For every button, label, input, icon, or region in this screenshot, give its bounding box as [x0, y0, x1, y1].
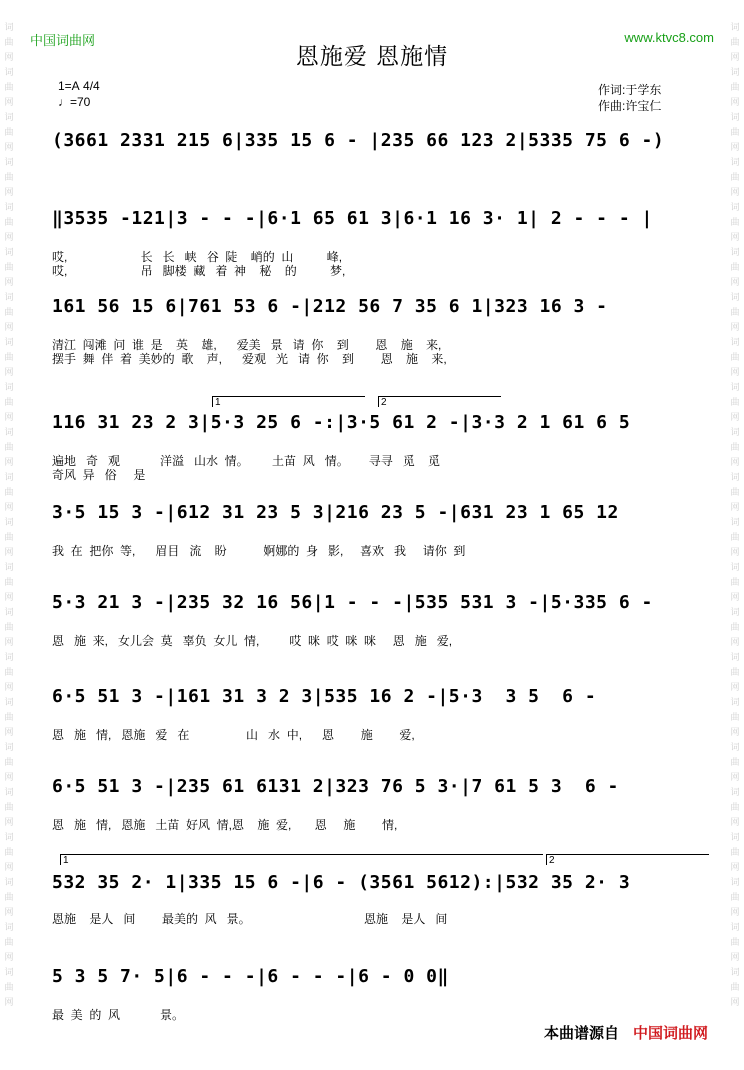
footer-brand[interactable]: 中国词曲网: [632, 1025, 708, 1042]
lyric-line-1: 遍地 奇 观 洋溢 山水 情。 土苗 风 情。 寻寻 觅 觅: [52, 454, 441, 468]
notation-line: 5 3 5 7· 5|6 - - -|6 - - -|6 - 0 0‖: [52, 966, 449, 987]
volta-2: 2: [378, 396, 501, 407]
lyric-line-1: 最 美 的 风 景。: [52, 1008, 185, 1022]
volta-1: 1: [60, 854, 543, 865]
notation-line: 3·5 15 3 -|612 31 23 5 3|216 23 5 -|631 23 1 65 12: [52, 502, 619, 523]
time-signature: 4/4: [83, 79, 100, 93]
notation-line: 532 35 2· 1|335 15 6 -|6 - (3561 5612):|532 35 2· 3: [52, 872, 631, 893]
footer-label: 本曲谱源自: [543, 1025, 619, 1042]
lyric-line-2: 奇风 异 俗 是: [52, 468, 146, 482]
notation-line: (3661 2331 215 6|335 15 6 - |235 66 123 2|5335 75 6 -): [52, 130, 665, 151]
lyric-line-1: 哎, 长 长 峡 谷 陡 峭的 山 峰,: [52, 250, 343, 264]
source-footer: [544, 1022, 708, 1043]
lyric-line-2: 哎, 吊 脚楼 藏 着 神 秘 的 梦,: [52, 264, 346, 278]
lyric-line-1: 恩 施 情, 恩施 土苗 好风 情,恩 施 爱, 恩 施 情,: [52, 818, 398, 832]
song-meta: [58, 78, 100, 110]
side-watermark-left: 词曲网词曲网词曲网词曲网词曲网词曲网词曲网词曲网词曲网词曲网词曲网词曲网词曲网词曲网词曲网词曲网词曲网词曲网词曲网词曲网词曲网词曲网: [4, 22, 14, 1007]
notation-line: 161 56 15 6|761 53 6 -|212 56 7 35 6 1|323 16 3 -: [52, 296, 608, 317]
key-signature: 1=A: [58, 79, 80, 93]
lyric-line-2: 摆手 舞 伴 着 美妙的 歌 声, 爱观 光 请 你 到 恩 施 来,: [52, 352, 447, 366]
side-watermark-right: 词曲网词曲网词曲网词曲网词曲网词曲网词曲网词曲网词曲网词曲网词曲网词曲网词曲网词曲网词曲网词曲网词曲网词曲网词曲网词曲网词曲网词曲网: [730, 22, 740, 1007]
volta-2: 2: [546, 854, 709, 865]
credits: [598, 82, 661, 114]
watermark-right: www.ktvc8.com: [624, 30, 714, 45]
lyric-line-1: 恩施 是人 间 最美的 风 景。 恩施 是人 间: [52, 912, 448, 926]
composer: 作曲:许宝仁: [598, 99, 662, 113]
notation-line: ‖3535 -121|3 - - -|6·1 65 61 3|6·1 16 3· 1| 2 - - - |: [52, 208, 653, 229]
volta-1: 1: [212, 396, 365, 407]
song-title: 恩施爱 恩施情: [295, 44, 449, 70]
tempo-marking: ♩=70: [58, 95, 91, 109]
watermark-left: 中国词曲网: [30, 33, 96, 48]
lyric-line-1: 恩 施 来, 女儿会 莫 辜负 女儿 情, 哎 咪 哎 咪 咪 恩 施 爱,: [52, 634, 453, 648]
lyricist: 作词:于学东: [598, 83, 662, 97]
lyric-line-1: 清江 闯滩 问 谁 是 英 雄, 爱美 景 请 你 到 恩 施 来,: [52, 338, 442, 352]
notation-line: 116 31 23 2 3|5·3 25 6 -:|3·5 61 2 -|3·3 2 1 61 6 5: [52, 412, 631, 433]
notation-line: 5·3 21 3 -|235 32 16 56|1 - - -|535 531 3 -|5·335 6 -: [52, 592, 653, 613]
lyric-line-1: 恩 施 情, 恩施 爱 在 山 水 中, 恩 施 爱,: [52, 728, 415, 742]
lyric-line-1: 我 在 把你 等, 眉目 流 盼 婀娜的 身 影, 喜欢 我 请你 到: [52, 544, 466, 558]
notation-line: 6·5 51 3 -|235 61 6131 2|323 76 5 3·|7 61 5 3 6 -: [52, 776, 619, 797]
notation-line: 6·5 51 3 -|161 31 3 2 3|535 16 2 -|5·3 3 5 6 -: [52, 686, 597, 707]
